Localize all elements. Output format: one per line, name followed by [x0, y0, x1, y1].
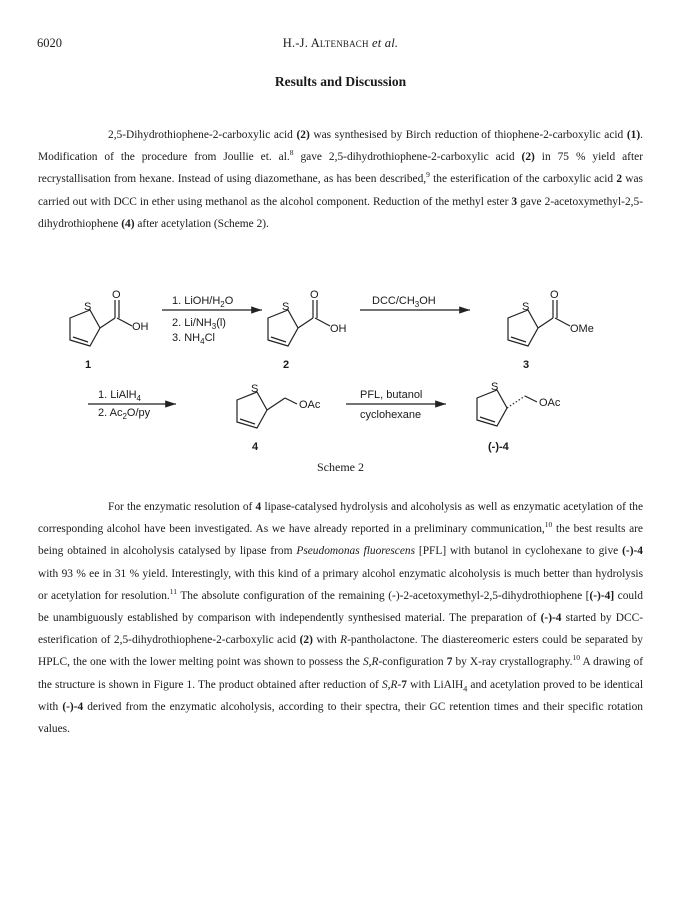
atom-s: S	[84, 301, 92, 313]
paragraph-resolution: For the enzymatic resolution of 4 lipase-catalysed hydrolysis and alcoholysis as well as enzymatic acetylation of the corresponding alcohol have been investigated. As we have already reported in a preliminary communication,$^{10}$ the best results are being obtained in alcoholysis catalysed by lipase from Pseudomonas fluorescens [PFL] with butanol in cyclohexane to give (-)-4 with 93 % ee in 31 % yield. Interestingly, with this kind of a primary alcohol enzymatic alcoholysis is much better than hydrolysis or acetylation for resolution.$^{11}$ The absolute configuration of the remaining (-)-2-acetoxymethyl-2,5-dihydrothiophene [(-)-4] could be unambiguously established by comparison with independently synthesised material. The preparation of (-)-4 started by DCC-esterification of 2,5-dihydrothiophene-2-carboxylic acid (2) with R-pantholactone. The diastereomeric esters could be separated by HPLC, the one with the lower melting point was shown to possess the S,R-configuration 7 by X-ray crystallography.$^{10}$ A drawing of the structure is shown in Figure 1. The product obtained after reduction of S,R-7 with LiAlH$_4$ and acetylation proved to be identical with (-)-4 derived from the enzymatic alcoholysis, according to their spectra, their GC retention times and their specific rotation values.	[38, 501, 644, 736]
compound-1-structure	[70, 300, 132, 346]
atom-oh: OH	[330, 323, 347, 335]
compound-label-3: 3	[523, 359, 530, 371]
atom-s: S	[522, 301, 530, 313]
reagent-line: 1. LiOH/$H_2O$	[172, 295, 234, 309]
scheme-2-figure	[0, 270, 681, 460]
atom-oh: OH	[132, 321, 149, 333]
running-author-smallcaps: ltenbach	[319, 36, 369, 50]
atom-o: O	[550, 289, 559, 301]
compound-label-minus-4: (-)-4	[488, 441, 509, 453]
compound-2-structure	[268, 300, 330, 346]
running-etal: et al.	[372, 36, 399, 50]
atom-o: O	[112, 289, 121, 301]
atom-o: O	[310, 289, 319, 301]
reagent-line: cyclohexane	[360, 409, 422, 421]
compound-3-structure	[508, 300, 570, 346]
atom-oac: OAc	[299, 399, 321, 411]
scheme-caption: Scheme 2	[317, 460, 364, 474]
running-author: H.-J. A	[282, 36, 320, 50]
reagent-line: DCC/$CH_3OH$	[372, 295, 436, 309]
reagent-line: PFL, butanol	[360, 389, 423, 401]
compound-label-4: 4	[252, 441, 259, 453]
compound-label-2: 2	[283, 359, 290, 371]
atom-s: S	[491, 381, 499, 393]
reagent-line: 3. $NH_4Cl$	[172, 332, 215, 346]
atom-ome: OMe	[570, 323, 594, 335]
reagent-line: 1. LiAlH$_4$	[98, 389, 141, 403]
atom-s: S	[251, 383, 259, 395]
paragraph-intro: 2,5-Dihydrothiophene-2-carboxylic acid (2) was synthesised by Birch reduction of thiophene-2-carboxylic acid (1). Modification of the procedure from Joullie et. al.$^8$ gave 2,5-dihydrothiophene-2-carboxylic acid (2) in 75 % yield after recrystallisation from hexane. Instead of using diazomethane, as has been described,$^9$ the esterification of the carboxylic acid 2 was carried out with DCC in ether using methanol as the alcohol component. Reduction of the methyl ester 3 gave 2-acetoxymethyl-2,5-dihydrothiophene (4) after acetylation (Scheme 2).	[38, 129, 644, 230]
atom-oac: OAc	[539, 397, 561, 409]
running-header	[0, 36, 681, 51]
reagent-line: 2. $Li/NH_3(l)$	[172, 317, 226, 331]
reagent-line: 2. $Ac_2O/py$	[98, 407, 151, 421]
compound-label-1: 1	[85, 359, 92, 371]
page-number: 6020	[37, 36, 62, 50]
compound-minus-4-structure	[477, 390, 537, 426]
section-title: Results and Discussion	[274, 74, 407, 89]
atom-s: S	[282, 301, 290, 313]
compound-4-structure	[237, 392, 297, 428]
